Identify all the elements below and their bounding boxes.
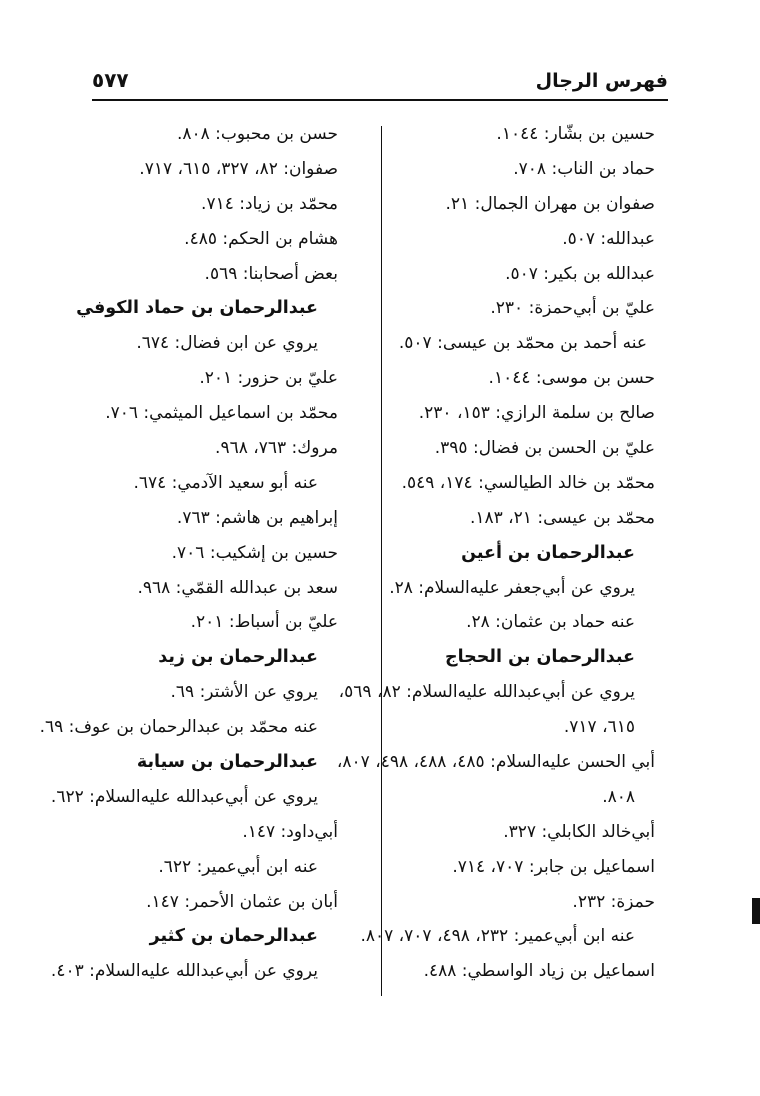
index-entry: عليّ بن أسباط: ٢٠١. [190, 612, 338, 633]
index-entry: يروي عن أبي‌عبدالله عليه‌السلام: ٨٢، ٥٦٩، [338, 682, 635, 703]
index-heading: عبدالرحمان بن حماد الكوفي [76, 298, 318, 319]
index-entry: حسن بن موسى: ١٠٤٤. [488, 368, 655, 389]
index-entry: محمّد بن خالد الطيالسي: ١٧٤، ٥٤٩. [401, 472, 655, 493]
index-entry: أبي الحسن عليه‌السلام: ٤٨٥، ٤٨٨، ٤٩٨، ٨٠٧، [336, 752, 655, 773]
index-entry: أبان بن عثمان الأحمر: ١٤٧. [146, 891, 338, 912]
index-entry: عنه أبو سعيد الآدمي: ٦٧٤. [133, 472, 318, 493]
index-entry: يروي عن الأشتر: ٦٩. [170, 682, 318, 703]
index-entry: عنه أحمد بن محمّد بن عيسى: ٥٠٧. [398, 333, 647, 354]
index-heading: عبدالرحمان بن كثير [149, 926, 318, 947]
index-entry: اسماعيل بن زياد الواسطي: ٤٨٨. [423, 961, 655, 982]
index-entry: اسماعيل بن جابر: ٧٠٧، ٧١٤. [452, 856, 655, 877]
index-entry: محمّد بن زياد: ٧١٤. [201, 193, 338, 214]
right-column [336, 117, 655, 989]
index-entry: أبي‌خالد الكابلي: ٣٢٧. [503, 821, 655, 842]
index-heading: عبدالرحمان بن الحجاج [445, 647, 635, 668]
index-entry: عبدالله: ٥٠٧. [562, 228, 655, 249]
index-entry: حسين بن بشّار: ١٠٤٤. [496, 124, 655, 144]
index-heading: عبدالرحمان بن زيد [158, 647, 318, 668]
page-edge-mark [752, 898, 760, 924]
index-entry: حماد بن الناب: ٧٠٨. [513, 158, 655, 179]
index-entry: يروي عن أبي‌عبدالله عليه‌السلام: ٤٠٣. [50, 961, 318, 982]
index-entry: إبراهيم بن هاشم: ٧٦٣. [176, 507, 338, 528]
index-entry: ٨٠٨. [602, 786, 635, 807]
index-entry: بعض أصحابنا: ٥٦٩. [204, 263, 338, 284]
index-entry: حسن بن محبوب: ٨٠٨. [176, 124, 338, 144]
page-number: ٥٧٧ [92, 68, 129, 92]
page-header [92, 62, 668, 96]
index-entry: محمّد بن عيسى: ٢١، ١٨٣. [469, 507, 655, 528]
index-entry: صالح بن سلمة الرازي: ١٥٣، ٢٣٠. [418, 403, 655, 424]
index-entry: محمّد بن اسماعيل الميثمي: ٧٠٦. [105, 403, 338, 424]
index-entry: يروي عن ابن فضال: ٦٧٤. [136, 333, 318, 354]
index-heading: عبدالرحمان بن أعين [461, 542, 635, 563]
index-entry: أبي‌داود: ١٤٧. [242, 821, 338, 842]
index-entry: يروي عن أبي‌عبدالله عليه‌السلام: ٦٢٢. [50, 786, 318, 807]
index-entry: مروك: ٧٦٣، ٩٦٨. [215, 438, 338, 459]
index-entry: حمزة: ٢٣٢. [572, 891, 655, 912]
index-entry: ٦١٥، ٧١٧. [563, 717, 635, 738]
index-entry: عبدالله بن بكير: ٥٠٧. [505, 263, 655, 284]
index-entry: عنه ابن أبي‌عمير: ٦٢٢. [158, 856, 318, 877]
index-entry: صفوان بن مهران الجمال: ٢١. [445, 193, 655, 214]
index-entry: عنه حماد بن عثمان: ٢٨. [466, 612, 635, 633]
index-entry: صفوان: ٨٢، ٣٢٧، ٦١٥، ٧١٧. [139, 158, 338, 179]
index-entry: يروي عن أبي‌جعفر عليه‌السلام: ٢٨. [389, 577, 635, 598]
left-column [8, 117, 338, 989]
index-entry: عنه ابن أبي‌عمير: ٢٣٢، ٤٩٨، ٧٠٧، ٨٠٧. [360, 926, 635, 947]
page-title: فهرس الرجال [535, 70, 668, 92]
header-rule [92, 99, 668, 101]
index-entry: سعد بن عبدالله القمّي: ٩٦٨. [137, 577, 338, 598]
index-entry: عليّ بن حزور: ٢٠١. [199, 368, 338, 389]
index-entry: عنه محمّد بن عبدالرحمان بن عوف: ٦٩. [39, 717, 318, 738]
index-entry: هشام بن الحكم: ٤٨٥. [184, 228, 338, 249]
index-entry: عليّ بن الحسن بن فضال: ٣٩٥. [434, 438, 655, 459]
index-entry: حسين بن إشكيب: ٧٠٦. [171, 542, 338, 563]
index-entry: عليّ بن أبي‌حمزة: ٢٣٠. [490, 298, 655, 319]
index-heading: عبدالرحمان بن سيابة [136, 752, 318, 773]
